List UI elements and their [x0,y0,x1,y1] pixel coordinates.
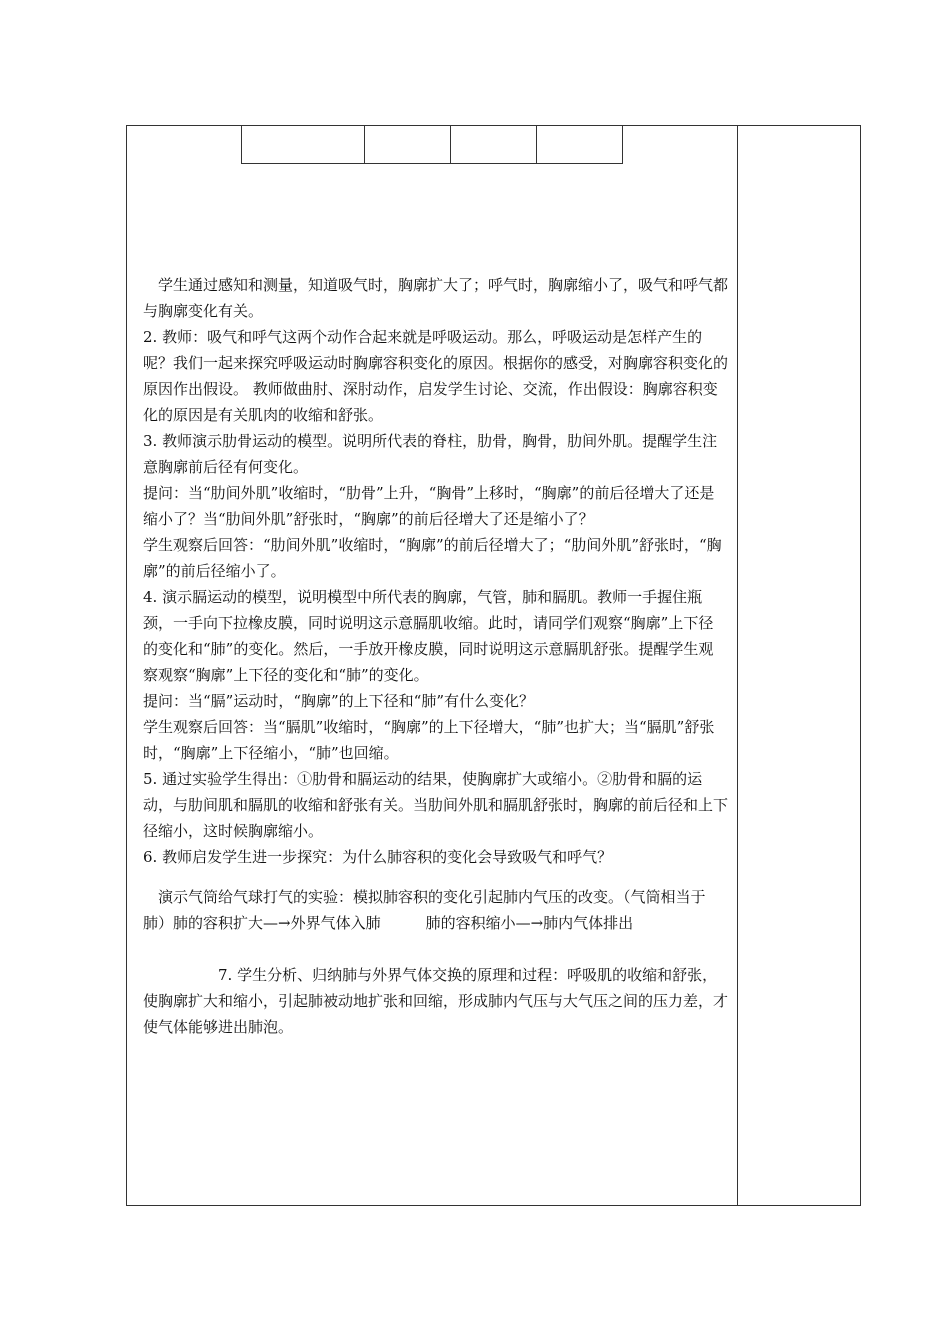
paragraph-step-5: 5. 通过实验学生得出：①肋骨和膈运动的结果，使胸廓扩大或缩小。②肋骨和膈的运动，与肋间肌和膈肌的收缩和舒张有关。当肋间外肌和膈肌舒张时，胸廓的前后径和上下径缩小，这时候胸廓缩小。 [143,770,729,840]
paragraph-step-7: 7. 学生分析、归纳肺与外界气体交换的原理和过程：呼吸肌的收缩和舒张，使胸廓扩大和缩小，引起肺被动地扩张和回缩，形成肺内气压与大气压之间的压力差，才使气体能够进出肺泡。 [143,966,729,1036]
table-cell [537,126,623,164]
paragraph-question-diaphragm: 提问：当“膈”运动时，“胸廓”的上下径和“肺”有什么变化？ [143,692,535,710]
table-cell [242,126,365,164]
spacer [143,870,728,884]
table-cell [365,126,451,164]
table-row [242,126,623,164]
table-cell [451,126,537,164]
paragraph-question-ribs: 提问：当“肋间外肌”收缩时，“肋骨”上升，“胸骨”上移时，“胸廓”的前后径增大了还是缩小了？当“肋间外肌”舒张时，“胸廓”的前后径增大了还是缩小了？ [143,484,715,528]
paragraph-intro: 学生通过感知和测量，知道吸气时，胸廓扩大了；呼气时，胸廓缩小了，吸气和呼气都与胸廓变化有关。 [143,276,729,320]
paragraph-demonstration: 演示气筒给气球打气的实验：模拟肺容积的变化引起肺内气压的改变。（气筒相当于肺）肺的容积扩大—→外界气体入肺 肺的容积缩小—→肺内气体排出 [143,888,706,932]
paragraph-answer-ribs: 学生观察后回答：“肋间外肌”收缩时，“胸廓”的前后径增大了；“肋间外肌”舒张时，“胸廓”的前后径缩小了。 [143,536,722,580]
table-column-divider [737,125,738,1206]
lesson-content [143,272,728,1040]
paragraph-answer-diaphragm: 学生观察后回答：当“膈肌”收缩时，“胸廓”的上下径增大，“肺”也扩大；当“膈肌”舒张时，“胸廓”上下径缩小，“肺”也回缩。 [143,718,715,762]
paragraph-step-6: 6. 教师启发学生进一步探究：为什么肺容积的变化会导致吸气和呼气？ [143,848,613,866]
empty-inner-table [241,125,623,164]
paragraph-step-3: 3. 教师演示肋骨运动的模型。说明所代表的脊柱，肋骨，胸骨，肋间外肌。提醒学生注意胸廓前后径有何变化。 [143,432,718,476]
paragraph-step-2: 2. 教师：吸气和呼气这两个动作合起来就是呼吸运动。那么，呼吸运动是怎样产生的呢？我们一起来探究呼吸运动时胸廓容积变化的原因。根据你的感受，对胸廓容积变化的原因作出假设。 教师做曲肘、深肘动作，启发学生讨论、交流，作出假设：胸廓容积变化的原因是有关肌肉的收缩和舒张。 [143,328,729,424]
paragraph-step-4: 4. 演示膈运动的模型，说明模型中所代表的胸廓，气管，肺和膈肌。教师一手握住瓶颈，一手向下拉橡皮膜，同时说明这示意膈肌收缩。此时，请同学们观察“胸廓”上下径的变化和“肺”的变化。然后，一手放开橡皮膜，同时说明这示意膈肌舒张。提醒学生观察观察“胸廓”上下径的变化和“肺”的变化。 [143,588,714,684]
spacer [143,936,728,962]
